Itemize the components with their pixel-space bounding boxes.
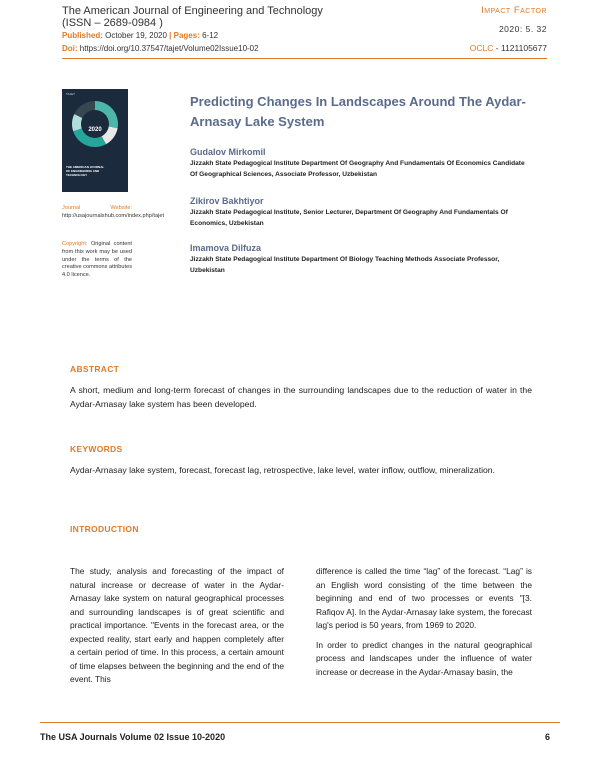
paragraph: difference is called the time “lag” of the forecast. “Lag” is an English word consisting of the time between the beginning and end of two processes or events "[3. Rafiqov A]. In the Aydar-Arnasay lake system, the forecast lag's period is 50 years, from 1969 to 2020. (316, 566, 532, 630)
abstract-heading: ABSTRACT (70, 364, 120, 374)
author-affiliation: Jizzakh State Pedagogical Institute, Senior Lecturer, Department Of Geography And Fundamentals Of Economics, Uzbekistan (190, 209, 508, 227)
pages-value: 6-12 (199, 31, 219, 40)
introduction-right-column (316, 565, 532, 685)
journal-title: The American Journal of Engineering and Technology (62, 5, 323, 17)
impact-factor-value: 2020: 5. 32 (498, 24, 547, 34)
journal-website-note (62, 205, 164, 221)
oclc-value: - 1121105677 (493, 43, 547, 53)
journal-cover-image (62, 89, 128, 192)
author-affiliation: Jizzakh State Pedagogical Institute Department Of Biology Teaching Methods Associate Professor, Uzbekistan (190, 256, 500, 274)
doi-link[interactable]: https://doi.org/10.37547/tajet/Volume02Issue10-02 (77, 44, 259, 53)
keywords-text: Aydar-Arnasay lake system, forecast, forecast lag, retrospective, lake level, water inflow, outflow, mineralization. (70, 465, 495, 475)
copyright-label: Copyright: (62, 241, 88, 247)
cover-small-text: TAJET (66, 92, 75, 96)
cover-ring-center (81, 110, 109, 138)
page-number: 6 (544, 732, 550, 742)
oclc-label: OCLC (469, 43, 494, 53)
copyright-note (62, 241, 132, 280)
footer-divider (40, 722, 560, 723)
copyright-text: Original content from this work may be used under the terms of the creative commons attributes 4.0 licence. (62, 241, 132, 279)
paragraph: In order to predict changes in the natural geographical process and landscapes under the influence of water increase or decrease in the Aydar-Arnasay basin, the (316, 639, 532, 677)
published-date: October 19, 2020 (102, 31, 167, 40)
author-name: Imamova Dilfuza (190, 243, 262, 253)
header-divider (62, 58, 547, 59)
cover-year: 2020 (88, 127, 102, 133)
published-label: Published: (62, 31, 103, 40)
issn: (ISSN – 2689-0984 ) (62, 17, 163, 29)
author-name: Zikirov Bakhtiyor (190, 196, 264, 206)
paragraph: The study, analysis and forecasting of the impact of natural increase or decrease of water in the Aydar-Arnasay lake system on natural geographical processes and surrounding landscapes is of great scientific and practical importance. "Events in the forecast area, or the expected reality, start early and happen completely after a certain period of time. In this process, a certain amount of time elapses between the beginning and the end of the event. This (70, 566, 284, 684)
keywords-heading: KEYWORDS (70, 444, 123, 454)
cover-journal-name: THE AMERICAN JOURNAL OF ENGINEERING AND TECHNOLOGY (66, 165, 105, 177)
website-link[interactable]: http://usajournalshub.com/index.php/tajet (62, 212, 164, 219)
introduction-heading: INTRODUCTION (70, 524, 139, 534)
author-name: Gudalov Mirkomil (190, 147, 266, 157)
article-title: Predicting Changes In Landscapes Around The Aydar-Arnasay Lake System (190, 94, 526, 129)
abstract-text: A short, medium and long-term forecast of changes in the surrounding landscapes due to the reduction of water in the Aydar-Arnasay lake system has been developed. (70, 385, 532, 409)
doi-label: Doi: (62, 44, 78, 53)
impact-factor-label: Impact Factor (481, 5, 547, 16)
author-affiliation: Jizzakh State Pedagogical Institute Department Of Geography And Fundamentals Of Economics Candidate Of Geographical Sciences, Associate Professor, Uzbekistan (190, 160, 525, 178)
doi-line (62, 44, 259, 53)
pages-label: | Pages: (166, 31, 200, 40)
website-label: Journal Website: (62, 205, 132, 211)
footer-journal-issue: The USA Journals Volume 02 Issue 10-2020 (40, 732, 226, 742)
publication-info (62, 31, 218, 40)
oclc (470, 43, 547, 53)
introduction-left-column (70, 565, 284, 693)
